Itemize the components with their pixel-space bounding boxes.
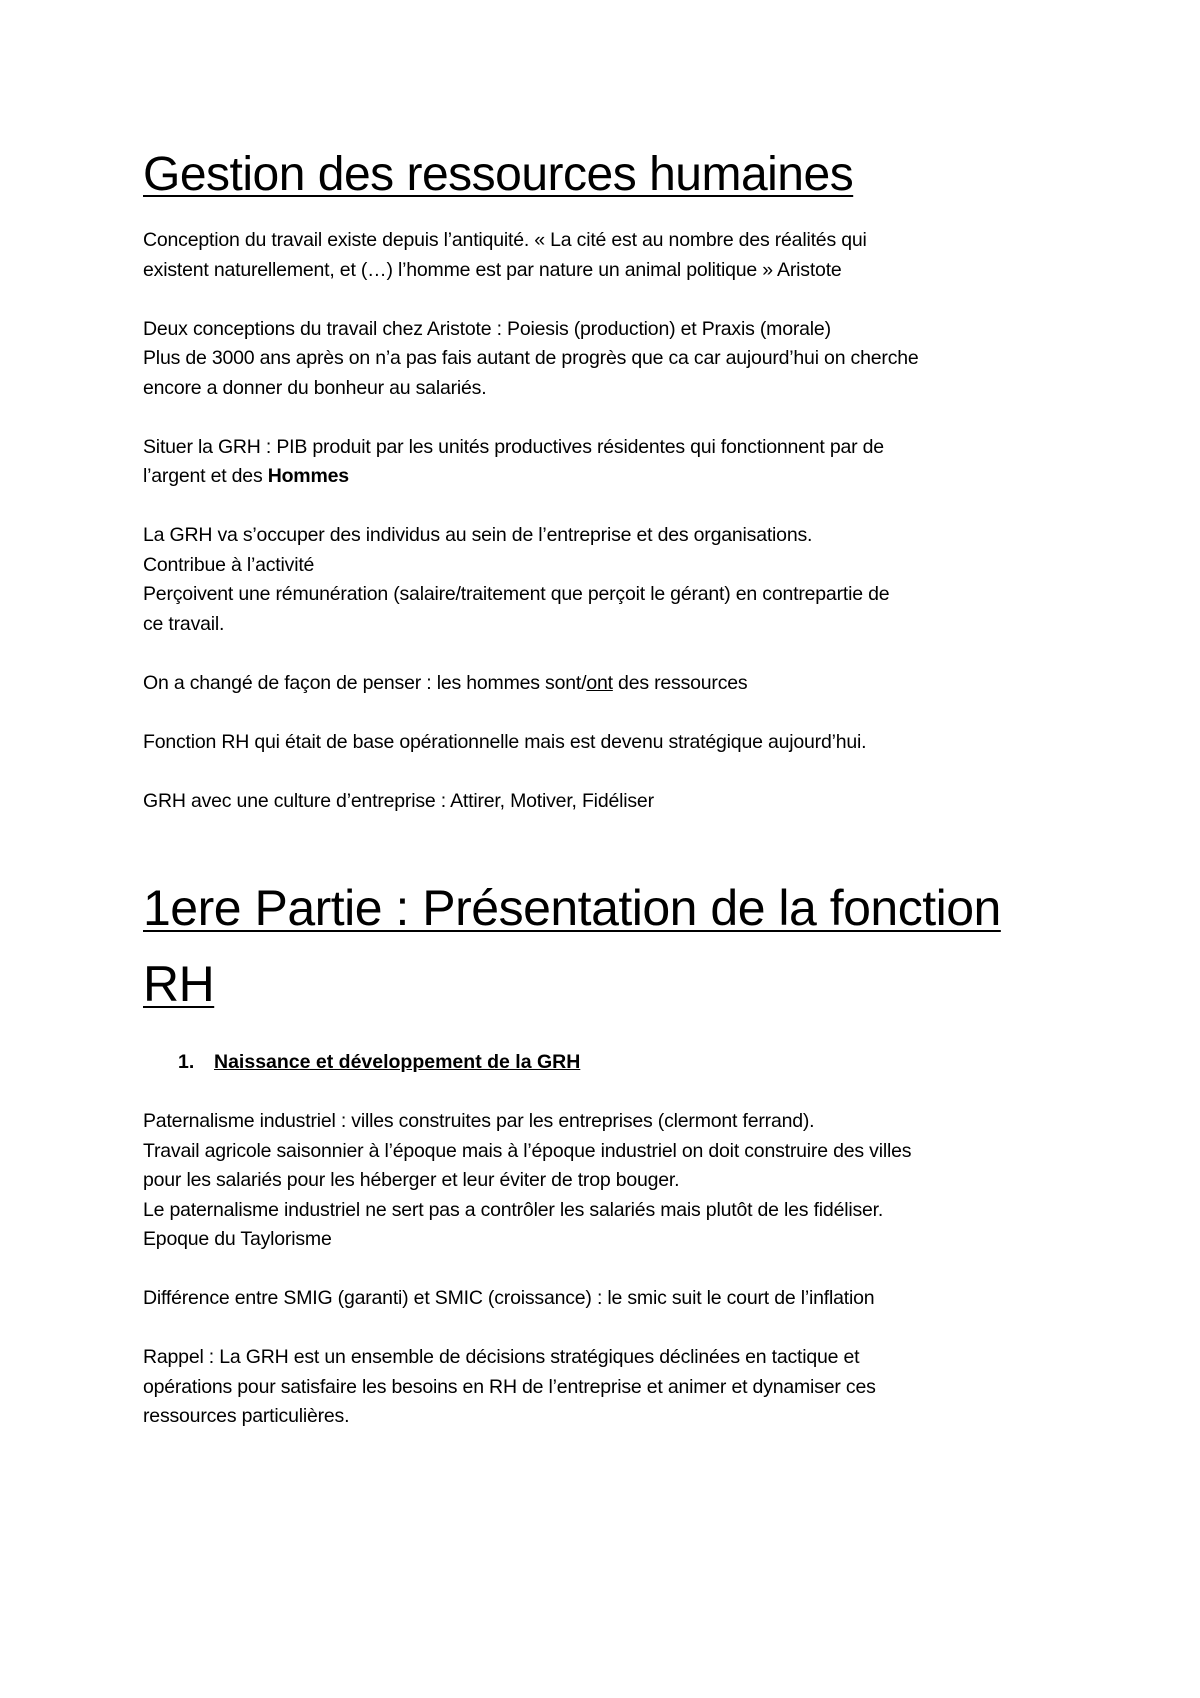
text-line: Paternalisme industriel : villes construites par les entreprises (clermont ferrand). <box>143 1110 815 1132</box>
underlined-text: ont <box>586 671 613 694</box>
text-line: Fonction RH qui était de base opérationnelle mais est devenu stratégique aujourd’hui. <box>143 730 867 753</box>
intro-paragraph-1 <box>143 226 1073 285</box>
text-line: Le paternalisme industriel ne sert pas a contrôler les salariés mais plutôt de les fidéliser. <box>143 1198 884 1221</box>
text-line: GRH avec une culture d’entreprise : Attirer, Motiver, Fidéliser <box>143 789 654 812</box>
text-line: ce travail. <box>143 612 225 635</box>
section-1-paragraph-3 <box>143 1343 1073 1432</box>
text-line <box>143 669 1073 699</box>
bold-text: Hommes <box>267 465 349 487</box>
text-line: pour les salariés pour les héberger et leur éviter de trop bouger. <box>143 1169 680 1191</box>
section-1-title: Naissance et développement de la GRH <box>214 1051 581 1073</box>
text-line: Perçoivent une rémunération (salaire/traitement que perçoit le gérant) en contrepartie de <box>143 583 890 605</box>
intro-paragraph-6 <box>143 728 1073 758</box>
text-line: Situer la GRH : PIB produit par les unités productives résidentes qui fonctionnent par de <box>143 435 884 458</box>
intro-paragraph-3 <box>143 433 1073 492</box>
part-1-title <box>143 870 1073 1022</box>
text-line: Plus de 3000 ans après on n’a pas fais autant de progrès que ca car aujourd’hui on cherche <box>143 347 919 369</box>
text-line: opérations pour satisfaire les besoins en RH de l’entreprise et animer et dynamiser ces <box>143 1375 876 1398</box>
section-1-paragraph-1 <box>143 1107 1073 1255</box>
section-1-paragraph-2 <box>143 1284 1073 1314</box>
intro-paragraph-2 <box>143 315 1073 404</box>
text-line: encore a donner du bonheur au salariés. <box>143 376 487 399</box>
text-line <box>143 462 1073 492</box>
text-line: Rappel : La GRH est un ensemble de décisions stratégiques déclinées en tactique et <box>143 1346 860 1368</box>
intro-paragraph-4 <box>143 521 1073 639</box>
text-span: des ressources <box>612 671 748 694</box>
section-1-number: 1. <box>178 1051 195 1073</box>
part-1-title-line-1: 1ere Partie : Présentation de la fonction <box>143 880 1001 936</box>
text-line: Différence entre SMIG (garanti) et SMIC (croissance) : le smic suit le court de l’inflation <box>143 1287 875 1309</box>
text-line: existent naturellement, et (…) l’homme est par nature un animal politique » Aristote <box>143 258 842 281</box>
part-1-title-line-2: RH <box>143 956 215 1012</box>
text-line: Epoque du Taylorisme <box>143 1228 332 1250</box>
text-span: l’argent et des <box>143 465 268 487</box>
document-page <box>143 140 1073 1432</box>
text-line: ressources particulières. <box>143 1405 350 1427</box>
text-line: Deux conceptions du travail chez Aristote : Poiesis (production) et Praxis (morale) <box>143 317 831 340</box>
text-line: La GRH va s’occuper des individus au sein de l’entreprise et des organisations. <box>143 524 813 546</box>
text-line: Conception du travail existe depuis l’antiquité. « La cité est au nombre des réalités qui <box>143 229 867 251</box>
text-span: On a changé de façon de penser : les hommes sont/ <box>143 671 587 694</box>
text-line: Contribue à l’activité <box>143 553 315 576</box>
text-line: Travail agricole saisonnier à l’époque mais à l’époque industriel on doit construire des villes <box>143 1139 912 1162</box>
intro-paragraph-7 <box>143 787 1073 817</box>
document-title: Gestion des ressources humaines <box>143 148 854 201</box>
section-1-heading <box>143 1048 1073 1078</box>
intro-paragraph-5 <box>143 669 1073 699</box>
